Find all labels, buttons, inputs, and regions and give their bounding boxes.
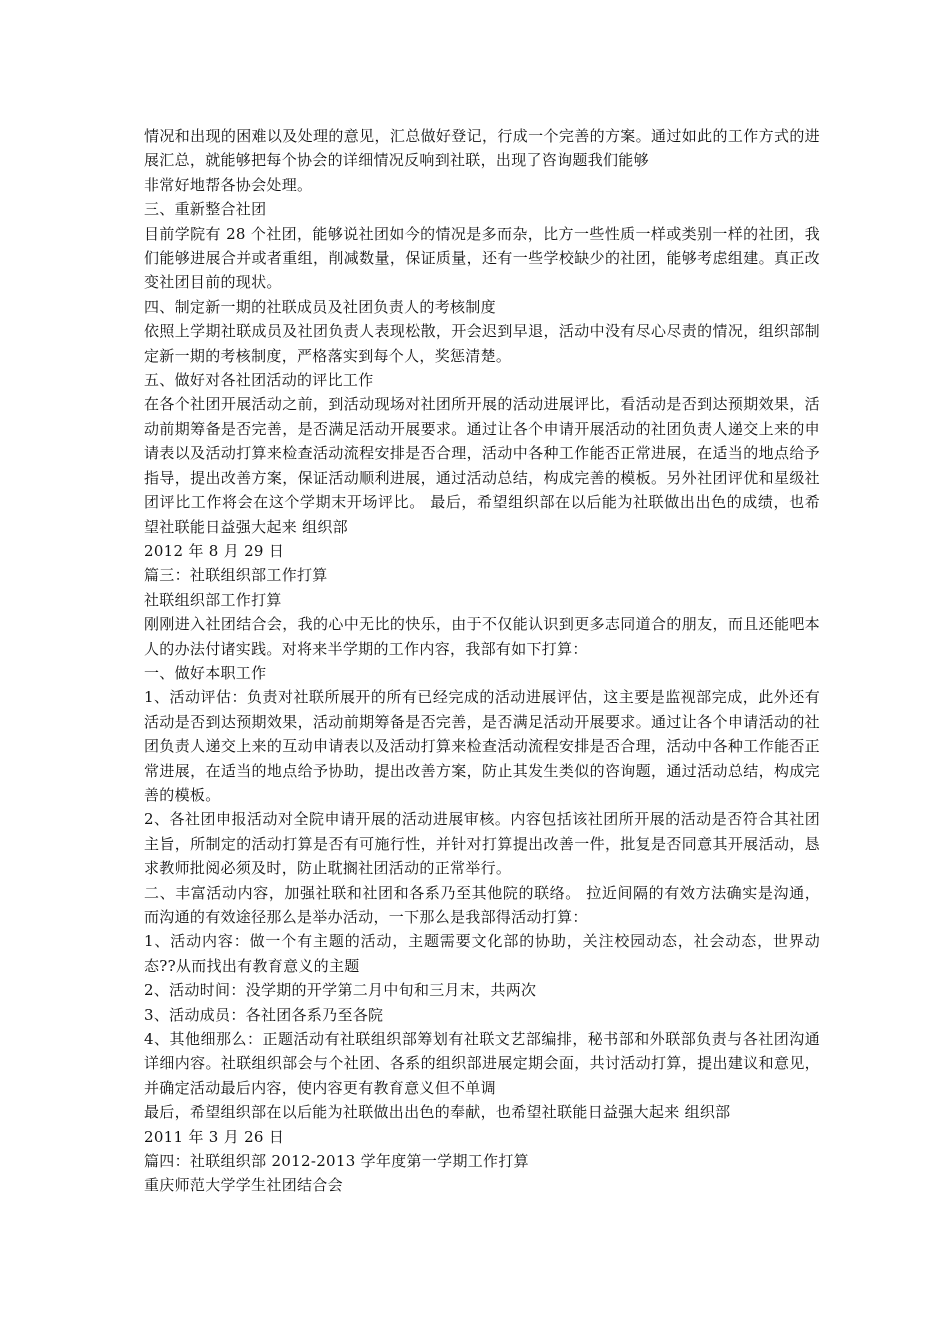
paragraph: 重庆师范大学学生社团结合会 xyxy=(144,1176,343,1195)
date-line: 2012 年 8 月 29 日 xyxy=(144,541,285,560)
paragraph: 4、其他细那么：正题活动有社联组织部筹划有社联文艺部编排，秘书部和外联部负责与各社团沟通详细内容。社联组织部会与个社团、各系的组织部进展定期会面，共讨活动打算，提出建议和意见，并确定活动最后内容，使内容更有教育意义但不单调 xyxy=(144,1030,820,1097)
paragraph: 最后，希望组织部在以后能为社联做出出色的奉献，也希望社联能日益强大起来 组织部 xyxy=(144,1103,731,1122)
paragraph: 2、活动时间：没学期的开学第二月中旬和三月末，共两次 xyxy=(144,981,537,1000)
section-heading: 篇四：社联组织部 2012-2013 学年度第一学期工作打算 xyxy=(144,1152,529,1171)
paragraph: 1、活动内容：做一个有主题的活动，主题需要文化部的协助，关注校园动态，社会动态，世界动态??从而找出有教育意义的主题 xyxy=(144,932,820,975)
paragraph: 情况和出现的困难以及处理的意见，汇总做好登记，行成一个完善的方案。通过如此的工作方式的进展汇总，就能够把每个协会的详细情况反响到社联，出现了咨询题我们能够 xyxy=(144,127,820,170)
paragraph: 刚刚进入社团结合会，我的心中无比的快乐，由于不仅能认识到更多志同道合的朋友，而且还能吧本人的办法付诸实践。对将来半学期的工作内容，我部有如下打算： xyxy=(144,615,820,658)
paragraph: 非常好地帮各协会处理。 xyxy=(144,175,313,194)
section-heading: 五、做好对各社团活动的评比工作 xyxy=(144,371,374,390)
paragraph: 目前学院有 28 个社团，能够说社团如今的情况是多而杂，比方一些性质一样或类别一样的社团，我们能够进展合并或者重组，削减数量，保证质量，还有一些学校缺少的社团，能够考虑组建。真正改变社团目前的现状。 xyxy=(144,224,820,292)
paragraph: 3、活动成员：各社团各系乃至各院 xyxy=(144,1005,384,1024)
section-heading: 篇三：社联组织部工作打算 xyxy=(144,566,328,585)
date-line: 2011 年 3 月 26 日 xyxy=(144,1127,285,1146)
paragraph: 依照上学期社联成员及社团负责人表现松散，开会迟到早退，活动中没有尽心尽责的情况，组织部制定新一期的考核制度，严格落实到每个人，奖惩清楚。 xyxy=(144,322,820,365)
section-heading: 三、重新整合社团 xyxy=(144,200,267,219)
paragraph: 二、丰富活动内容，加强社联和社团和各系乃至其他院的联络。 拉近间隔的有效方法确实是沟通，而沟通的有效途径那么是举办活动，一下那么是我部得活动打算： xyxy=(144,883,820,926)
document-body xyxy=(144,124,820,1198)
paragraph: 1、活动评估：负责对社联所展开的所有已经完成的活动进展评估，这主要是监视部完成，此外还有活动是否到达预期效果，活动前期筹备是否完善，是否满足活动开展要求。通过让各个申请活动的社团负责人递交上来的互动申请表以及活动打算来检查活动流程安排是否合理，活动中各种工作能否正常进展，在适当的地点给予协助，提出改善方案，防止其发生类似的咨询题，通过活动总结，构成完善的模板。 xyxy=(144,688,820,804)
paragraph: 2、各社团申报活动对全院申请开展的活动进展审核。内容包括该社团所开展的活动是否符合其社团主旨，所制定的活动打算是否有可施行性，并针对打算提出改善一件，批复是否同意其开展活动，恳求教师批阅必须及时，防止耽搁社团活动的正常举行。 xyxy=(144,810,820,878)
section-heading: 四、制定新一期的社联成员及社团负责人的考核制度 xyxy=(144,297,496,316)
section-heading: 一、做好本职工作 xyxy=(144,663,267,682)
document-title: 社联组织部工作打算 xyxy=(144,590,282,609)
paragraph: 在各个社团开展活动之前，到活动现场对社团所开展的活动进展评比，看活动是否到达预期效果，活动前期筹备是否完善，是否满足活动开展要求。通过让各个申请开展活动的社团负责人递交上来的申请表以及活动打算来检查活动流程安排是否合理，活动中各种工作能否正常进展，在适当的地点给予指导，提出改善方案，保证活动顺利进展，通过活动总结，构成完善的模板。另外社团评优和星级社团评比工作将会在这个学期末开场评比。 最后，希望组织部在以后能为社联做出出色的成绩，也希望社联能日益强大起来 组织部 xyxy=(144,395,820,536)
